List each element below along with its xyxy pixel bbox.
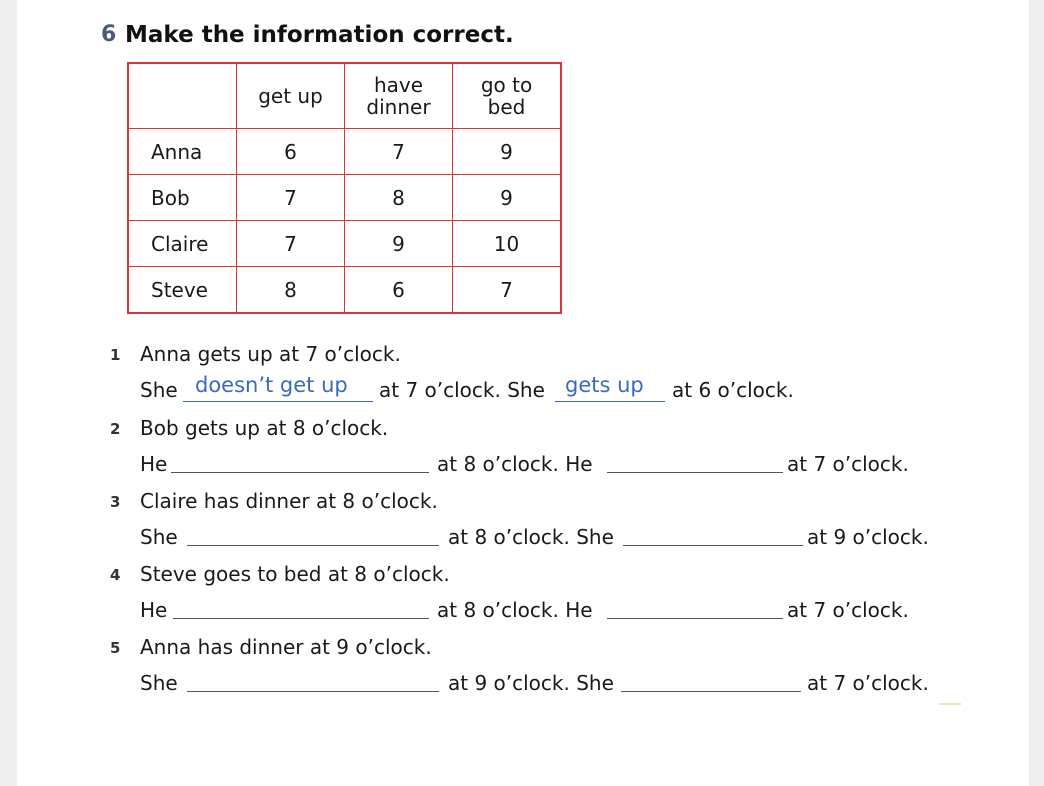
question-middle: at 9 o’clock. She <box>448 671 614 695</box>
table-cell: 9 <box>453 129 562 175</box>
question-end: at 7 o’clock. <box>787 452 909 476</box>
question-statement: Anna gets up at 7 o’clock. <box>140 342 401 366</box>
answer-blank-2[interactable] <box>607 450 783 473</box>
question-pronoun: She <box>140 671 178 695</box>
answer-blank-2[interactable] <box>623 523 803 546</box>
answer-blank-1[interactable] <box>171 450 429 473</box>
table-cell: 9 <box>453 175 562 221</box>
exercise-title: Make the information correct. <box>125 22 514 48</box>
table-cell: 7 <box>345 129 453 175</box>
exercise-number: 6 <box>101 22 117 47</box>
answer-blank-2[interactable] <box>621 669 801 692</box>
question-middle: at 8 o’clock. He <box>437 598 593 622</box>
answer-blank-1[interactable] <box>173 596 429 619</box>
question-statement: Steve goes to bed at 8 o’clock. <box>140 562 450 586</box>
question-middle: at 7 o’clock. She <box>379 378 545 402</box>
question-number: 5 <box>110 639 121 657</box>
row-name: Bob <box>128 175 237 221</box>
answer-blank-2[interactable]: gets up <box>565 373 644 397</box>
answer-underline <box>555 400 665 402</box>
worksheet-page <box>17 0 1029 786</box>
question-statement: Claire has dinner at 8 o’clock. <box>140 489 438 513</box>
table-cell: 7 <box>237 175 345 221</box>
question-end: at 7 o’clock. <box>787 598 909 622</box>
question-number: 3 <box>110 493 121 511</box>
table-cell: 8 <box>345 175 453 221</box>
question-end: at 6 o’clock. <box>672 378 794 402</box>
answer-blank-1[interactable] <box>187 669 439 692</box>
question-list <box>17 0 1029 786</box>
question-pronoun: She <box>140 378 178 402</box>
row-name: Claire <box>128 221 237 267</box>
table-cell: 7 <box>237 221 345 267</box>
answer-blank-2[interactable] <box>607 596 783 619</box>
table-cell: 6 <box>345 267 453 314</box>
question-pronoun: He <box>140 452 168 476</box>
question-number: 4 <box>110 566 121 584</box>
table-cell: 9 <box>345 221 453 267</box>
row-name: Steve <box>128 267 237 314</box>
row-name: Anna <box>128 129 237 175</box>
answer-blank-1[interactable] <box>187 523 439 546</box>
question-pronoun: He <box>140 598 168 622</box>
question-number: 2 <box>110 420 121 438</box>
question-statement: Anna has dinner at 9 o’clock. <box>140 635 432 659</box>
stray-mark <box>939 703 961 705</box>
table-cell: 10 <box>453 221 562 267</box>
table-header-have-dinner: have dinner <box>345 63 453 129</box>
question-end: at 9 o’clock. <box>807 525 929 549</box>
question-number: 1 <box>110 346 121 364</box>
question-end: at 7 o’clock. <box>807 671 929 695</box>
question-pronoun: She <box>140 525 178 549</box>
question-middle: at 8 o’clock. He <box>437 452 593 476</box>
table-cell: 7 <box>453 267 562 314</box>
answer-blank-1[interactable]: doesn’t get up <box>195 373 348 397</box>
table-cell: 8 <box>237 267 345 314</box>
answer-underline <box>183 400 373 402</box>
question-statement: Bob gets up at 8 o’clock. <box>140 416 389 440</box>
question-middle: at 8 o’clock. She <box>448 525 614 549</box>
table-header-get-up: get up <box>237 63 345 129</box>
table-header-go-to-bed: go to bed <box>453 63 562 129</box>
table-cell: 6 <box>237 129 345 175</box>
